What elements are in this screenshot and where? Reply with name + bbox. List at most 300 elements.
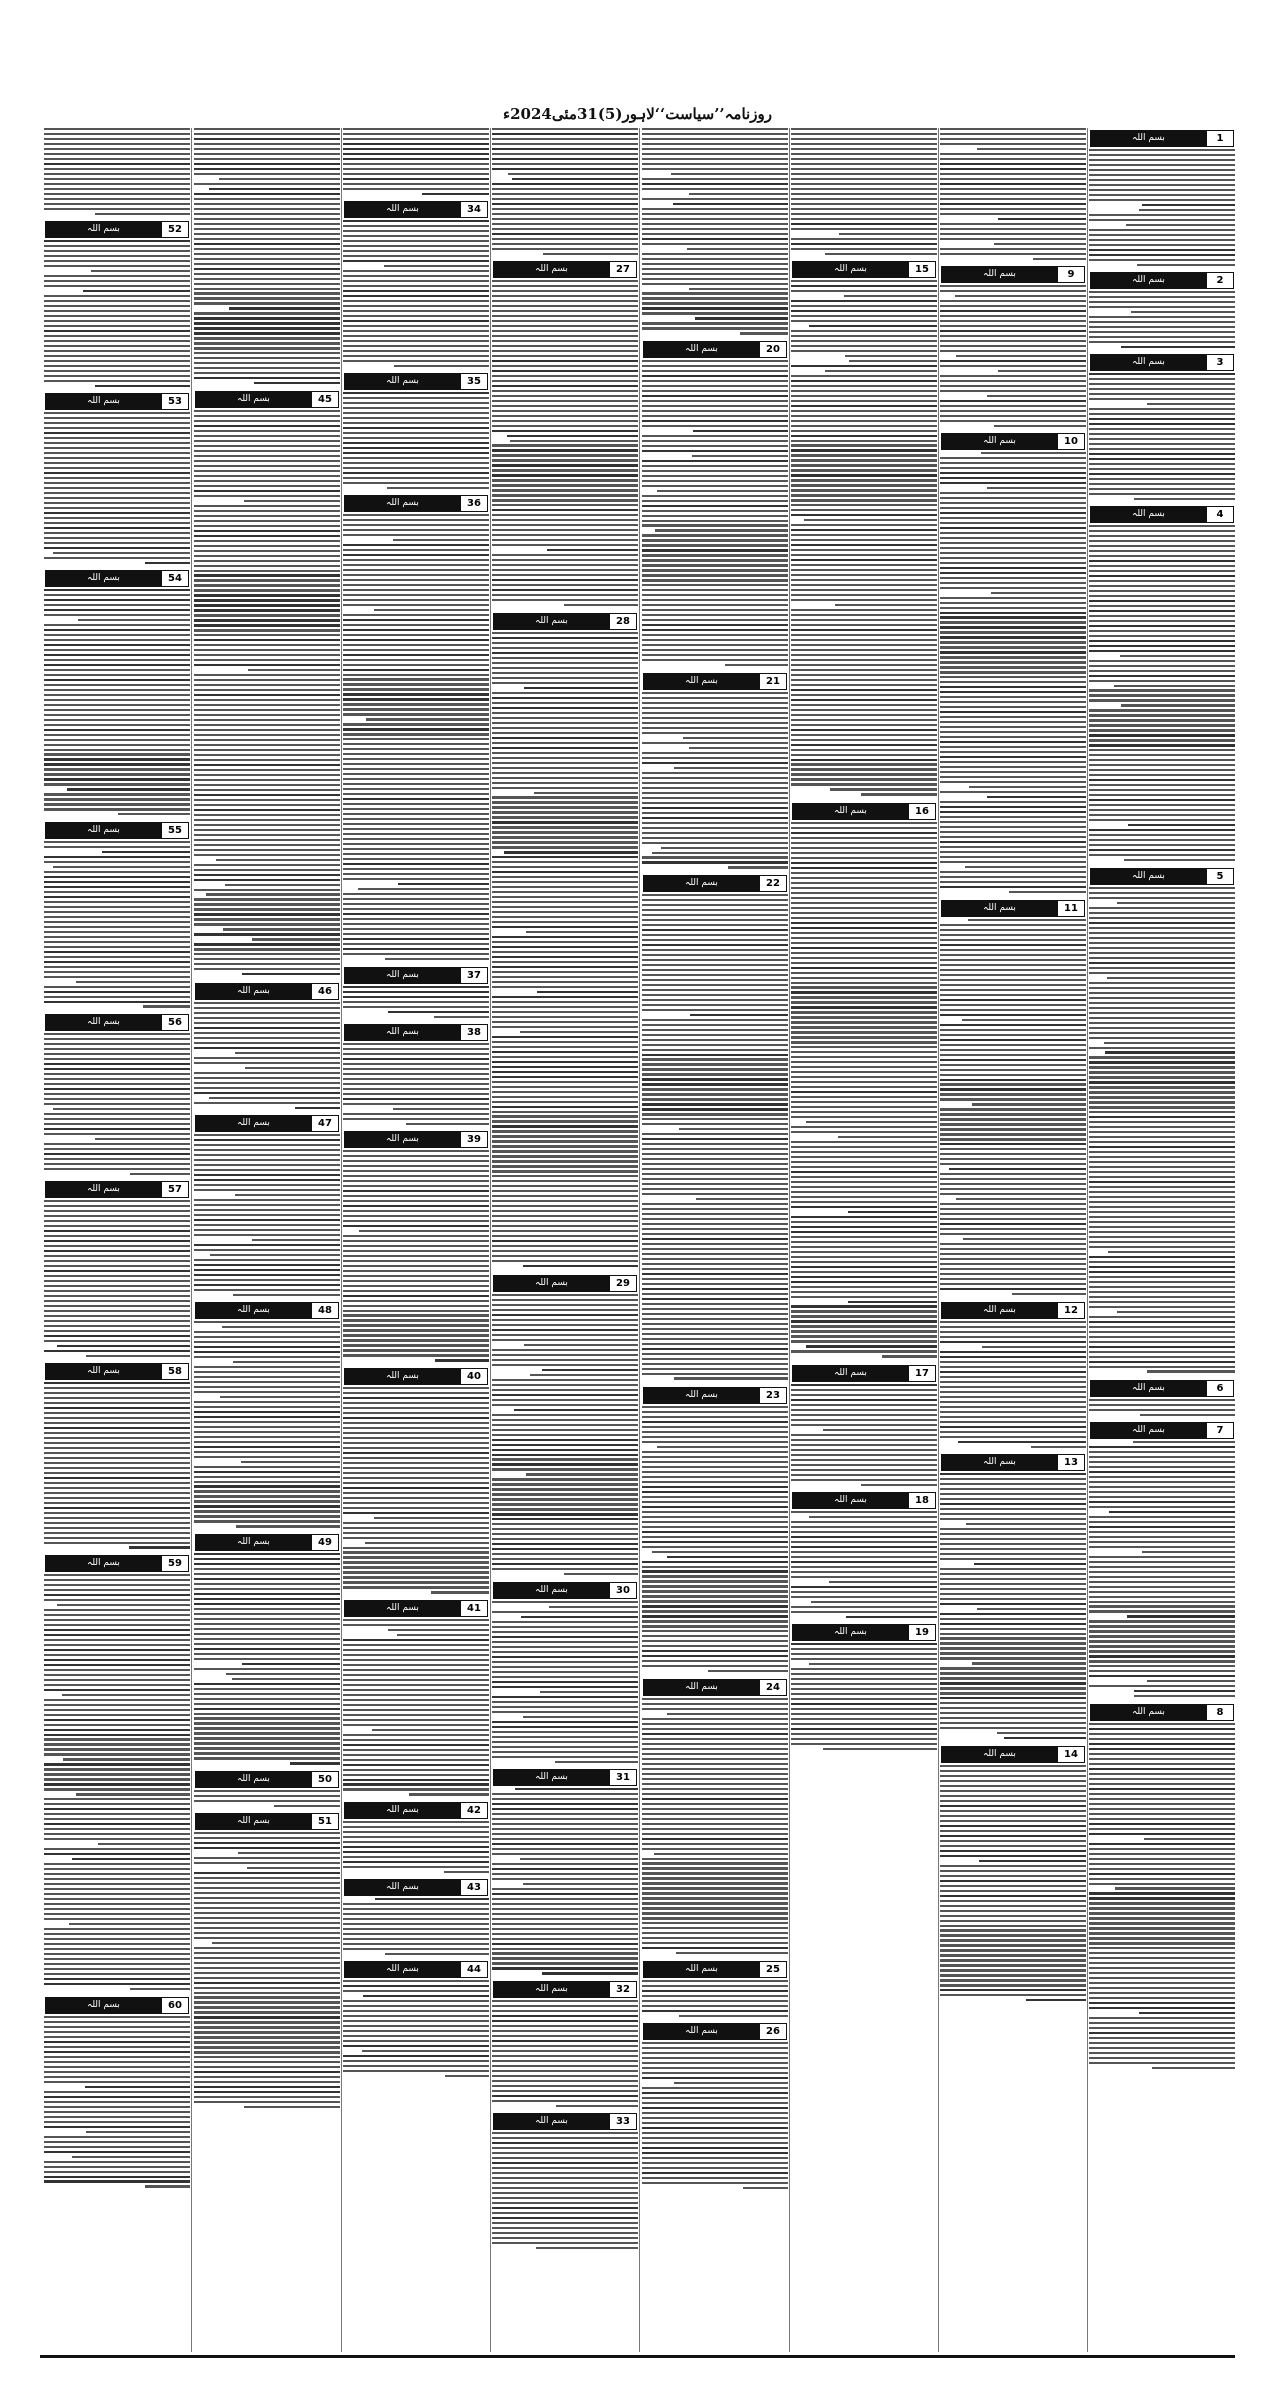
ad-number: 43 [460,1880,487,1895]
text-line [642,964,788,966]
text-line [642,2047,788,2049]
text-line [343,1165,489,1167]
text-line [194,584,340,586]
text-line [194,455,340,457]
text-line [343,1694,489,1696]
text-line [642,1872,788,1874]
text-line [492,1563,638,1565]
ad-header [344,1131,488,1148]
text-line [194,158,340,160]
text-line [44,355,190,357]
text-line [1134,1695,1235,1697]
text-line [492,1101,638,1103]
text-line [1089,1635,1235,1637]
text-line [642,1029,788,1031]
classified-ad [791,803,937,1362]
text-line [492,1001,638,1003]
text-line [940,1014,1086,1016]
text-line [194,263,340,265]
text-line [642,1912,788,1914]
text-line [791,1419,937,1421]
text-line [642,1985,788,1987]
text-line [1031,1446,1086,1448]
classified-ad [44,822,190,1011]
text-line [492,1938,638,1940]
text-line [492,1349,638,1351]
text-line [492,1553,638,1555]
text-line [940,158,1086,160]
text-line [940,676,1086,678]
text-line [642,1148,788,1150]
ad-number: 27 [609,262,636,277]
text-line [1089,530,1235,532]
text-line [492,632,638,634]
text-line [343,698,489,700]
text-line [1089,1007,1235,1009]
text-line [1089,1276,1235,1278]
text-line [940,607,1086,609]
text-line [642,470,788,472]
text-line [194,2016,340,2018]
ad-body-text [343,986,489,1021]
text-line [444,1871,489,1873]
text-line [194,834,340,836]
text-line [791,310,937,312]
ad-section-label: بسم اللہ [644,1680,759,1695]
text-line [1089,1002,1235,1004]
ad-section-label: بسم اللہ [1091,355,1206,370]
text-line [1089,1316,1235,1318]
text-line [492,504,638,506]
text-line [492,1384,638,1386]
text-line [343,230,489,232]
text-line [343,1305,489,1307]
text-line [492,921,638,923]
ad-header [941,433,1085,450]
text-line [839,233,937,235]
text-line [642,1758,788,1760]
text-line [791,280,937,282]
text-line [642,198,788,200]
ad-number: 5 [1206,869,1233,884]
text-line [492,1721,638,1723]
text-line [44,1579,190,1581]
text-line [194,1209,340,1211]
text-line [1089,635,1235,637]
text-line [940,1915,1086,1917]
text-line [940,457,1086,459]
text-line [194,302,340,304]
text-line [44,1763,190,1765]
text-line [85,2086,190,2088]
text-line [76,1793,190,1795]
text-line [791,1156,937,1158]
text-line [791,1434,937,1436]
text-line [940,350,1086,352]
text-line [492,1483,638,1485]
text-line [44,547,190,549]
text-line [791,444,937,446]
text-line [791,857,937,859]
text-line [791,649,937,651]
text-line [492,826,638,828]
text-line [642,1273,788,1275]
text-line [642,2157,788,2159]
text-line [44,926,190,928]
text-line [44,589,190,591]
text-line [940,1163,1086,1165]
text-line [642,1521,788,1523]
text-line [642,2112,788,2114]
text-line [642,1486,788,1488]
text-line [194,410,340,412]
text-line [940,1553,1086,1555]
text-line [1089,897,1235,899]
text-line [492,1513,638,1515]
text-line [492,2040,638,2042]
text-line [194,148,340,150]
text-line [194,317,340,319]
text-line [343,2065,489,2067]
text-line [95,385,190,387]
text-line [492,163,638,165]
text-line [791,400,937,402]
text-line [642,233,788,235]
text-line [791,589,937,591]
ad-number: 44 [460,1962,487,1977]
text-line [492,1898,638,1900]
text-line [44,753,190,755]
text-line [791,158,937,160]
text-line [1089,199,1235,201]
text-line [492,1399,638,1401]
text-line [642,1363,788,1365]
text-line [1089,1456,1235,1458]
text-line [940,320,1086,322]
text-line [343,1354,489,1356]
text-line [194,327,340,329]
ad-number: 41 [460,1601,487,1616]
text-line [1089,600,1235,602]
text-line [1089,1793,1235,1795]
ad-body-text [791,822,937,1362]
text-line [940,626,1086,628]
text-line [791,1479,937,1481]
text-line [194,609,340,611]
text-line [44,1699,190,1701]
text-line [44,1168,190,1170]
ad-number: 7 [1206,1423,1233,1438]
text-line [194,1832,340,1834]
text-line [194,2086,340,2088]
ad-header [493,2113,637,2130]
text-line [44,522,190,524]
text-line [492,996,638,998]
text-line [940,248,1086,250]
text-line [435,1359,489,1361]
text-line [492,335,638,337]
ad-body-text [343,1387,489,1597]
text-line [642,564,788,566]
text-line [642,629,788,631]
text-line [492,1818,638,1820]
text-line [1089,660,1235,662]
text-line [940,1994,1086,1996]
text-line [825,370,937,372]
text-line [642,283,788,285]
text-line [642,1506,788,1508]
text-line [44,609,190,611]
ad-section-label: بسم اللہ [46,1556,161,1571]
text-line [492,390,638,392]
text-line [194,1179,340,1181]
text-line [44,557,190,559]
text-line [940,954,1086,956]
text-line [642,1248,788,1250]
text-line [194,248,340,250]
text-line [534,792,638,794]
text-line [492,2162,638,2164]
text-line [940,582,1086,584]
text-line [1089,179,1235,181]
text-line [940,365,1086,367]
text-line [492,1140,638,1142]
text-line [1089,1061,1235,1063]
text-line [492,1314,638,1316]
text-line [76,981,190,983]
text-line [343,1275,489,1277]
text-line [492,1339,638,1341]
text-line [940,841,1086,843]
text-line [1089,555,1235,557]
text-line [791,464,937,466]
text-line [194,1164,340,1166]
text-line [343,996,489,998]
text-line [343,758,489,760]
classified-ad [940,266,1086,430]
text-line [1089,595,1235,597]
text-line [194,953,340,955]
text-line [194,1007,340,1009]
ad-section-label: بسم اللہ [942,1455,1057,1470]
column-divider [490,128,491,2352]
text-line [1089,907,1235,909]
text-line [492,569,638,571]
text-line [194,624,340,626]
text-line [44,507,190,509]
text-line [492,380,638,382]
text-line [940,631,1086,633]
text-line [492,1379,638,1381]
text-line [53,1108,190,1110]
text-line [44,1669,190,1671]
text-line [642,994,788,996]
text-line [194,649,340,651]
classified-ad [492,1769,638,1978]
text-line [642,1288,788,1290]
text-line [642,1039,788,1041]
text-line [62,1694,190,1696]
text-line [940,1153,1086,1155]
text-line [1089,433,1235,435]
text-line [44,773,190,775]
text-line [642,1338,788,1340]
text-line [791,1176,937,1178]
text-line [940,1692,1086,1694]
classified-ad [343,1961,489,2080]
text-line [44,2096,190,2098]
text-line [492,1686,638,1688]
text-line [642,712,788,714]
text-line [44,2056,190,2058]
text-line [1089,423,1235,425]
text-line [343,1923,489,1925]
text-line [690,1014,788,1016]
text-line [642,168,788,170]
text-line [343,1098,489,1100]
text-line [492,494,638,496]
classified-ad [343,967,489,1021]
text-line [1089,326,1235,328]
text-line [492,1041,638,1043]
text-line [642,1138,788,1140]
text-line [343,604,489,606]
text-line [642,1253,788,1255]
text-line [791,1186,937,1188]
text-line [940,1223,1086,1225]
text-line [343,407,489,409]
text-line [791,1708,937,1710]
text-line [44,1808,190,1810]
ad-header [792,1492,936,1509]
text-line [642,390,788,392]
text-line [791,1698,937,1700]
text-line [940,1009,1086,1011]
text-line [642,2072,788,2074]
text-line [492,906,638,908]
text-line [492,1071,638,1073]
text-line [1089,1526,1235,1528]
text-line [940,1969,1086,1971]
text-line [1089,739,1235,741]
text-line [343,2055,489,2057]
text-line [642,415,788,417]
text-line [806,1345,937,1347]
text-line [492,1414,638,1416]
text-line [835,604,937,606]
text-line [791,768,937,770]
text-line [194,2001,340,2003]
text-line [492,816,638,818]
text-line [1089,1788,1235,1790]
text-line [791,1703,937,1705]
text-line [492,2005,638,2007]
text-line [194,1872,340,1874]
text-line [44,749,190,751]
text-line [940,188,1086,190]
ad-body-text [44,589,190,819]
ad-header [195,1771,339,1788]
text-line [1089,1261,1235,1263]
text-line [791,188,937,190]
text-line [44,941,190,943]
text-line [194,1401,340,1403]
text-line [492,143,638,145]
text-line [194,1668,340,1670]
text-line [642,549,788,551]
text-line [1089,1281,1235,1283]
text-line [791,315,937,317]
text-line [343,153,489,155]
text-line [791,1246,937,1248]
text-line [1105,1051,1235,1053]
text-line [343,529,489,531]
text-line [194,288,340,290]
text-line [492,916,638,918]
text-line [343,1719,489,1721]
text-line [1089,640,1235,642]
text-line [44,841,190,843]
text-line [492,662,638,664]
text-line [791,375,937,377]
text-line [44,320,190,322]
text-line [44,1457,190,1459]
text-line [194,1376,340,1378]
text-line [642,1049,788,1051]
text-line [791,629,937,631]
text-line [44,1148,190,1150]
text-line [492,198,638,200]
text-line [492,1636,638,1638]
text-line [791,163,937,165]
text-line [44,1734,190,1736]
text-line [194,1842,340,1844]
footer-rule [40,2355,1235,2358]
text-line [343,991,489,993]
text-line [791,1091,937,1093]
text-line [492,806,638,808]
text-line [1089,1296,1235,1298]
text-line [194,1431,340,1433]
ad-body-text [1089,887,1235,1377]
text-line [492,1439,638,1441]
text-line [343,838,489,840]
ad-number: 57 [161,1182,188,1197]
text-line [642,1173,788,1175]
text-line [492,1726,638,1728]
text-line [492,1908,638,1910]
text-line [194,1907,340,1909]
text-line [1089,1927,1235,1929]
ad-header [344,201,488,218]
text-line [247,1867,340,1869]
text-line [791,564,937,566]
text-line [642,1610,788,1612]
text-line [44,644,190,646]
text-line [343,584,489,586]
text-line [44,1878,190,1880]
text-line [1089,1982,1235,1984]
text-line [507,435,638,437]
ad-header [344,495,488,512]
text-line [44,886,190,888]
text-line [492,1967,638,1969]
text-line [343,1150,489,1152]
text-line [1089,575,1235,577]
classified-ad [194,391,340,980]
ad-number: 56 [161,1015,188,1030]
text-line [492,782,638,784]
